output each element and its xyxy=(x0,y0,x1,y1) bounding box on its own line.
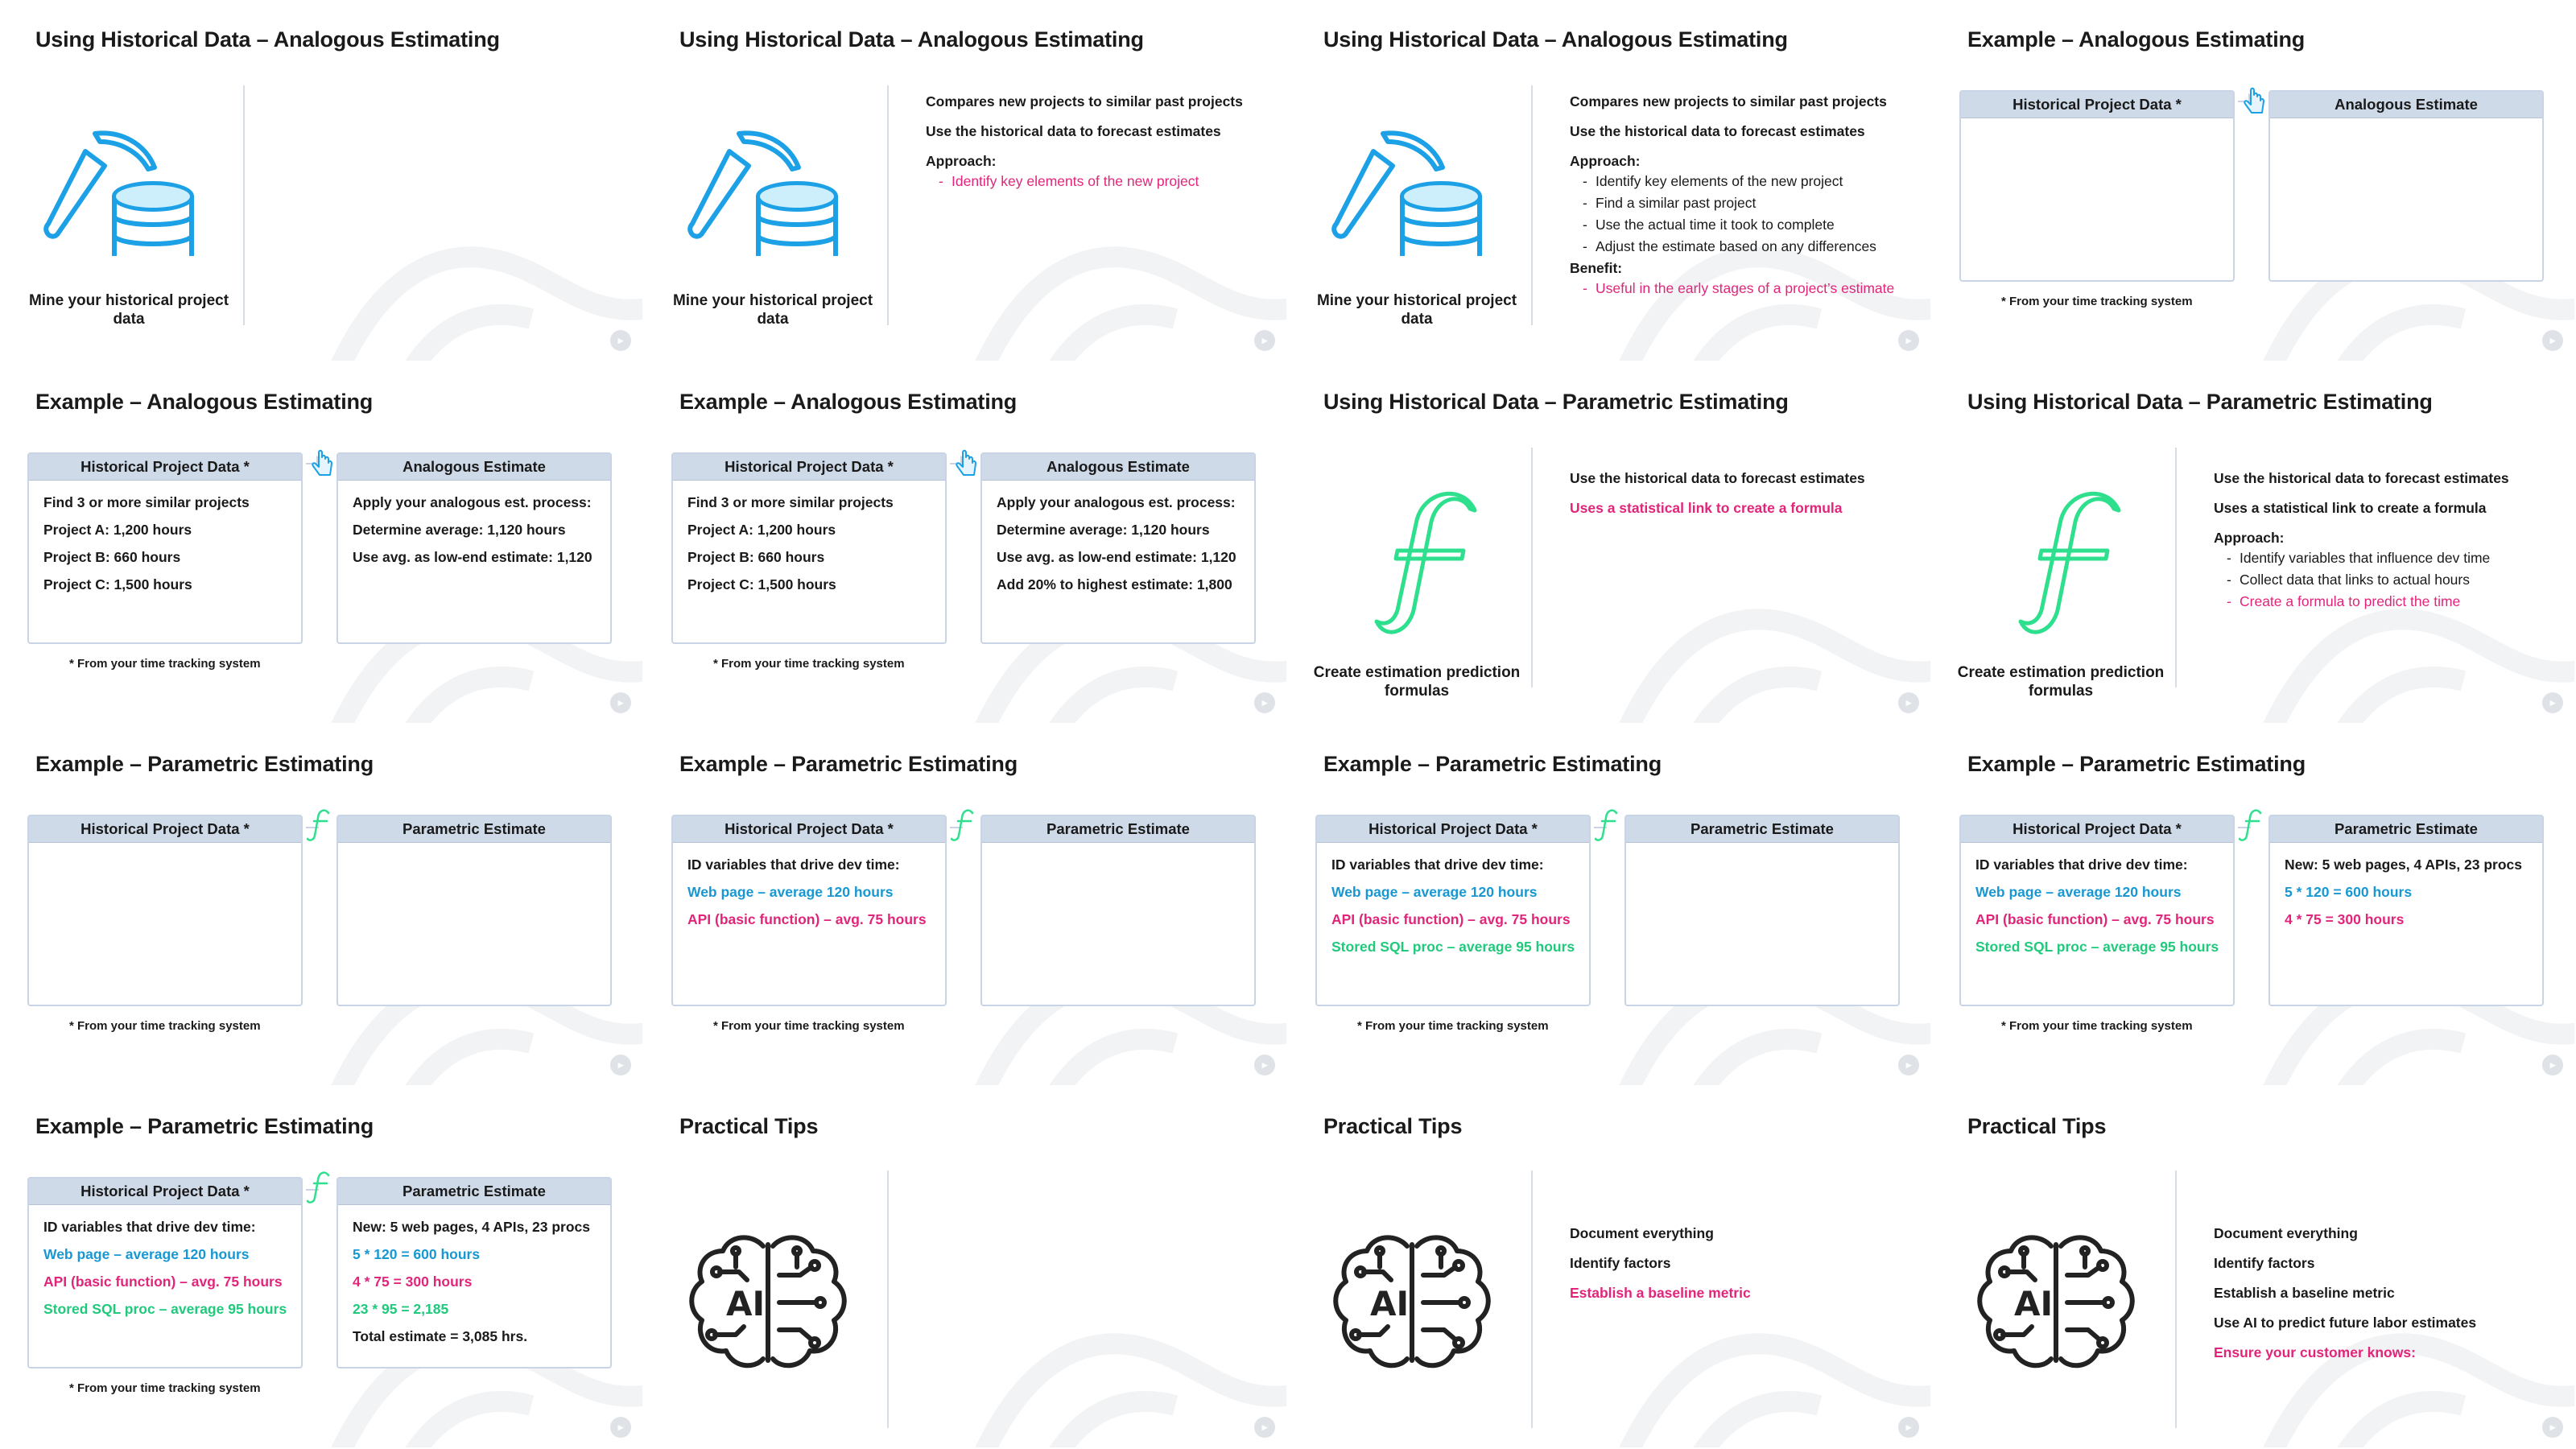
illustration-caption: Mine your historical project data xyxy=(1316,292,1517,328)
box-line: 4 * 75 = 300 hours xyxy=(353,1274,473,1290)
bullet-item: Use the historical data to forecast estimates xyxy=(2214,470,2509,486)
historical-data-box xyxy=(671,815,947,1006)
box-header: Historical Project Data * xyxy=(1961,816,2233,843)
box-body xyxy=(338,843,610,851)
slide-nav-icon[interactable]: ▸ xyxy=(1254,1055,1275,1075)
slide-13 xyxy=(0,1087,642,1447)
pickaxe-database-icon xyxy=(676,119,869,256)
illustration-caption: Mine your historical project data xyxy=(672,292,873,328)
slide-nav-icon[interactable]: ▸ xyxy=(1254,692,1275,713)
bullet-item: Uses a statistical link to create a formula xyxy=(1570,500,1843,516)
bullet-item: - Identify variables that influence dev time xyxy=(2214,550,2568,567)
box-line: New: 5 web pages, 4 APIs, 23 procs xyxy=(353,1219,591,1235)
cursor-hand-icon xyxy=(304,446,336,481)
box-body xyxy=(1961,118,2233,126)
box-header: Parametric Estimate xyxy=(338,1179,610,1205)
content-bullets xyxy=(2214,470,2568,615)
bullet-item: Use the historical data to forecast estimates xyxy=(1570,123,1865,139)
bullet-item: - Identify key elements of the new project xyxy=(1570,173,1924,190)
box-line: 5 * 120 = 600 hours xyxy=(2285,884,2413,900)
slide-nav-icon[interactable]: ▸ xyxy=(2542,330,2563,351)
footnote: * From your time tracking system xyxy=(69,657,261,671)
estimate-box xyxy=(980,815,1256,1006)
bullet-item: - Useful in the early stages of a project’s estimate xyxy=(1570,280,1924,297)
box-header: Parametric Estimate xyxy=(1626,816,1898,843)
box-header: Historical Project Data * xyxy=(673,454,945,481)
box-line: Web page – average 120 hours xyxy=(687,884,894,900)
historical-data-box xyxy=(1959,815,2235,1006)
bullet-item: Identify factors xyxy=(2214,1255,2315,1271)
estimate-box xyxy=(980,452,1256,644)
box-header: Historical Project Data * xyxy=(29,454,301,481)
slide-1 xyxy=(0,0,642,361)
estimate-box xyxy=(336,452,612,644)
box-header: Historical Project Data * xyxy=(29,1179,301,1205)
bullet-item: Use the historical data to forecast estimates xyxy=(926,123,1221,139)
box-header: Analogous Estimate xyxy=(338,454,610,481)
historical-data-box xyxy=(27,1177,303,1368)
bullet-item: - Create a formula to predict the time xyxy=(2214,593,2568,610)
box-body xyxy=(29,1205,301,1323)
box-line: New: 5 web pages, 4 APIs, 23 procs xyxy=(2285,857,2523,873)
bullet-item: Establish a baseline metric xyxy=(2214,1285,2395,1301)
box-line: ID variables that drive dev time: xyxy=(687,857,900,873)
svg-text:AI: AI xyxy=(1370,1284,1410,1323)
bullet-item: Compares new projects to similar past projects xyxy=(1570,93,1887,109)
section-heading: Approach: xyxy=(2214,530,2285,546)
divider xyxy=(1531,85,1533,325)
slide-15 xyxy=(1288,1087,1930,1447)
bullet-item: Document everything xyxy=(2214,1225,2358,1241)
bullet-item: Document everything xyxy=(1570,1225,1714,1241)
slide-title: Example – Analogous Estimating xyxy=(1967,27,2306,52)
ai-brain-icon xyxy=(679,1222,857,1383)
box-header: Historical Project Data * xyxy=(1961,92,2233,118)
ai-brain-icon xyxy=(1967,1222,2145,1383)
content-bullets xyxy=(1570,93,1924,302)
slide-nav-icon[interactable]: ▸ xyxy=(2542,692,2563,713)
estimate-box xyxy=(336,815,612,1006)
slide-title: Example – Parametric Estimating xyxy=(1323,752,1662,776)
slide-2 xyxy=(644,0,1286,361)
historical-data-box xyxy=(27,815,303,1006)
box-line: Project C: 1,500 hours xyxy=(687,576,836,592)
box-line: Web page – average 120 hours xyxy=(43,1246,250,1262)
historical-data-box xyxy=(671,452,947,644)
pickaxe-database-icon xyxy=(32,119,225,256)
box-line: Apply your analogous est. process: xyxy=(353,494,592,510)
box-line: Determine average: 1,120 hours xyxy=(353,522,566,538)
slide-title: Using Historical Data – Analogous Estimating xyxy=(35,27,500,52)
divider xyxy=(2175,448,2177,687)
box-line: Stored SQL proc – average 95 hours xyxy=(1331,939,1575,955)
box-line: 23 * 95 = 2,185 xyxy=(353,1301,449,1317)
function-f-icon xyxy=(948,808,980,844)
slide-title: Using Historical Data – Parametric Estimating xyxy=(1323,390,1789,414)
bullet-item: - Collect data that links to actual hours xyxy=(2214,572,2568,588)
bullet-item: Ensure your customer knows: xyxy=(2214,1344,2416,1360)
estimate-box xyxy=(1624,815,1900,1006)
box-body xyxy=(673,843,945,933)
bullet-item: Identify factors xyxy=(1570,1255,1671,1271)
function-f-icon xyxy=(1964,489,2157,642)
box-line: Stored SQL proc – average 95 hours xyxy=(1975,939,2219,955)
box-body xyxy=(29,481,301,598)
slide-title: Example – Parametric Estimating xyxy=(35,752,374,776)
box-line: Use avg. as low-end estimate: 1,120 xyxy=(997,549,1236,565)
slide-10 xyxy=(644,724,1286,1085)
slide-nav-icon[interactable]: ▸ xyxy=(1898,1055,1919,1075)
function-f-icon xyxy=(304,808,336,844)
box-line: Project C: 1,500 hours xyxy=(43,576,192,592)
bullet-item: Establish a baseline metric xyxy=(1570,1285,1751,1301)
box-line: Stored SQL proc – average 95 hours xyxy=(43,1301,287,1317)
box-header: Parametric Estimate xyxy=(2270,816,2542,843)
box-body xyxy=(29,843,301,851)
section-heading: Approach: xyxy=(926,153,997,169)
content-bullets xyxy=(2214,1225,2568,1374)
slide-7 xyxy=(1288,362,1930,723)
illustration-caption: Create estimation prediction formulas xyxy=(1957,664,2165,700)
box-line: Use avg. as low-end estimate: 1,120 xyxy=(353,549,592,565)
bullet-item: Use AI to predict future labor estimates xyxy=(2214,1315,2477,1331)
slide-nav-icon[interactable]: ▸ xyxy=(2542,1055,2563,1075)
box-line: Web page – average 120 hours xyxy=(1975,884,2182,900)
content-bullets xyxy=(926,93,1280,195)
box-line: Add 20% to highest estimate: 1,800 xyxy=(997,576,1232,592)
slide-title: Example – Parametric Estimating xyxy=(1967,752,2306,776)
box-line: 5 * 120 = 600 hours xyxy=(353,1246,481,1262)
box-header: Analogous Estimate xyxy=(2270,92,2542,118)
slide-8 xyxy=(1932,362,2574,723)
slide-title: Using Historical Data – Analogous Estimating xyxy=(679,27,1144,52)
box-body xyxy=(2270,118,2542,126)
box-line: Project A: 1,200 hours xyxy=(43,522,192,538)
box-line: Determine average: 1,120 hours xyxy=(997,522,1210,538)
cursor-hand-icon xyxy=(948,446,980,481)
slide-nav-icon[interactable]: ▸ xyxy=(1898,692,1919,713)
ai-brain-icon xyxy=(1323,1222,1501,1383)
box-body xyxy=(1961,843,2233,960)
slide-nav-icon[interactable]: ▸ xyxy=(1898,1417,1919,1438)
slide-title: Using Historical Data – Analogous Estimating xyxy=(1323,27,1788,52)
footnote: * From your time tracking system xyxy=(2001,295,2193,308)
box-header: Analogous Estimate xyxy=(982,454,1254,481)
estimate-box xyxy=(2268,815,2544,1006)
slide-nav-icon[interactable]: ▸ xyxy=(610,1417,631,1438)
box-body xyxy=(2270,843,2542,933)
slide-title: Example – Analogous Estimating xyxy=(679,390,1018,414)
divider xyxy=(243,85,245,325)
box-line: Project A: 1,200 hours xyxy=(687,522,836,538)
divider xyxy=(887,1170,889,1428)
historical-data-box xyxy=(27,452,303,644)
box-header: Parametric Estimate xyxy=(982,816,1254,843)
box-line: Find 3 or more similar projects xyxy=(43,494,250,510)
slide-12 xyxy=(1932,724,2574,1085)
box-header: Historical Project Data * xyxy=(29,816,301,843)
box-line: ID variables that drive dev time: xyxy=(43,1219,256,1235)
box-line: ID variables that drive dev time: xyxy=(1331,857,1544,873)
slide-nav-icon[interactable]: ▸ xyxy=(610,1055,631,1075)
slide-nav-icon[interactable]: ▸ xyxy=(610,330,631,351)
box-header: Historical Project Data * xyxy=(673,816,945,843)
slide-title: Using Historical Data – Parametric Estimating xyxy=(1967,390,2433,414)
slide-title: Example – Parametric Estimating xyxy=(679,752,1018,776)
box-line: 4 * 75 = 300 hours xyxy=(2285,911,2405,927)
historical-data-box xyxy=(1959,90,2235,282)
box-body xyxy=(338,1205,610,1350)
box-body xyxy=(1626,843,1898,851)
slide-11 xyxy=(1288,724,1930,1085)
content-bullets xyxy=(1570,1225,1924,1315)
slide-5 xyxy=(0,362,642,723)
slide-nav-icon[interactable]: ▸ xyxy=(1254,330,1275,351)
footnote: * From your time tracking system xyxy=(69,1381,261,1395)
bullet-item: Use the historical data to forecast estimates xyxy=(1570,470,1865,486)
slide-6 xyxy=(644,362,1286,723)
bullet-item: Uses a statistical link to create a formula xyxy=(2214,500,2487,516)
box-header: Parametric Estimate xyxy=(338,816,610,843)
slide-3 xyxy=(1288,0,1930,361)
box-body xyxy=(1317,843,1589,960)
slide-14 xyxy=(644,1087,1286,1447)
box-line: API (basic function) – avg. 75 hours xyxy=(687,911,927,927)
function-f-icon xyxy=(2236,808,2268,844)
divider xyxy=(887,85,889,325)
footnote: * From your time tracking system xyxy=(69,1019,261,1033)
historical-data-box xyxy=(1315,815,1591,1006)
slide-9 xyxy=(0,724,642,1085)
function-f-icon xyxy=(1592,808,1624,844)
slide-title: Example – Parametric Estimating xyxy=(35,1114,374,1138)
cursor-hand-icon xyxy=(2236,84,2268,119)
function-f-icon xyxy=(304,1170,336,1206)
illustration-caption: Create estimation prediction formulas xyxy=(1313,664,1521,700)
box-line: API (basic function) – avg. 75 hours xyxy=(1331,911,1571,927)
divider xyxy=(1531,1170,1533,1428)
svg-text:AI: AI xyxy=(726,1284,766,1323)
box-line: Apply your analogous est. process: xyxy=(997,494,1236,510)
footnote: * From your time tracking system xyxy=(713,1019,905,1033)
box-line: Total estimate = 3,085 hrs. xyxy=(353,1328,528,1344)
divider xyxy=(2175,1170,2177,1428)
box-body xyxy=(673,481,945,598)
slide-title: Practical Tips xyxy=(679,1114,819,1138)
svg-text:AI: AI xyxy=(2014,1284,2054,1323)
box-header: Historical Project Data * xyxy=(1317,816,1589,843)
bullet-item: Compares new projects to similar past projects xyxy=(926,93,1243,109)
box-line: API (basic function) – avg. 75 hours xyxy=(43,1274,283,1290)
bullet-item: - Use the actual time it took to complete xyxy=(1570,217,1924,233)
box-body xyxy=(982,843,1254,851)
footnote: * From your time tracking system xyxy=(713,657,905,671)
box-line: ID variables that drive dev time: xyxy=(1975,857,2188,873)
footnote: * From your time tracking system xyxy=(1357,1019,1549,1033)
illustration-caption: Mine your historical project data xyxy=(28,292,229,328)
pickaxe-database-icon xyxy=(1320,119,1513,256)
slide-nav-icon[interactable]: ▸ xyxy=(2542,1417,2563,1438)
box-line: Project B: 660 hours xyxy=(43,549,181,565)
slide-title: Practical Tips xyxy=(1967,1114,2107,1138)
slide-title: Practical Tips xyxy=(1323,1114,1463,1138)
slide-4 xyxy=(1932,0,2574,361)
section-heading: Approach: xyxy=(1570,153,1641,169)
box-line: API (basic function) – avg. 75 hours xyxy=(1975,911,2215,927)
box-line: Web page – average 120 hours xyxy=(1331,884,1538,900)
content-bullets xyxy=(1570,470,1924,530)
footnote: * From your time tracking system xyxy=(2001,1019,2193,1033)
slide-nav-icon[interactable]: ▸ xyxy=(1254,1417,1275,1438)
bullet-item: - Find a similar past project xyxy=(1570,195,1924,212)
bullet-item: - Identify key elements of the new project xyxy=(926,173,1280,190)
slide-title: Example – Analogous Estimating xyxy=(35,390,374,414)
divider xyxy=(1531,448,1533,687)
estimate-box xyxy=(2268,90,2544,282)
slide-nav-icon[interactable]: ▸ xyxy=(610,692,631,713)
box-line: Project B: 660 hours xyxy=(687,549,825,565)
box-body xyxy=(338,481,610,571)
section-heading: Benefit: xyxy=(1570,260,1623,276)
function-f-icon xyxy=(1320,489,1513,642)
slide-16 xyxy=(1932,1087,2574,1447)
bullet-item: - Adjust the estimate based on any differences xyxy=(1570,238,1924,255)
box-line: Find 3 or more similar projects xyxy=(687,494,894,510)
box-body xyxy=(982,481,1254,598)
estimate-box xyxy=(336,1177,612,1368)
slide-nav-icon[interactable]: ▸ xyxy=(1898,330,1919,351)
